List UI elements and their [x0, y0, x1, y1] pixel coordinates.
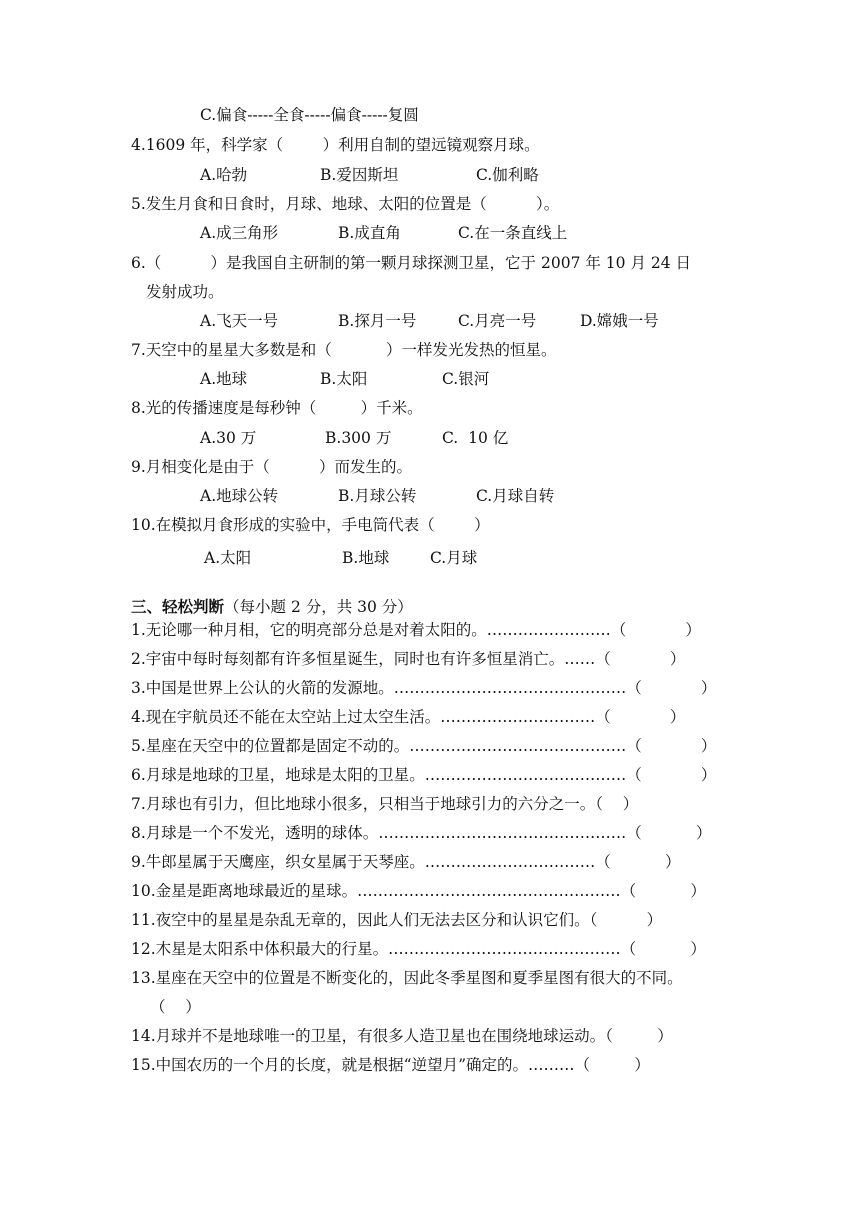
q6-option-d: D.嫦娥一号: [580, 312, 659, 330]
q8-option-c: C. 10 亿: [442, 429, 509, 447]
judge-item-3: 3.中国是世界上公认的火箭的发源地。………………………………………（ ）: [131, 679, 717, 697]
judge-item-13: 13.星座在天空中的位置是不断变化的，因此冬季星图和夏季星图有很大的不同。: [131, 969, 683, 987]
q4-option-c: C.伽利略: [476, 166, 539, 184]
q9-option-b: B.月球公转: [338, 487, 417, 505]
q3-option-c: C.偏食-----全食-----偏食-----复圆: [200, 106, 419, 124]
q7-stem: 7.天空中的星星大多数是和（ ）一样发光发热的恒星。: [131, 341, 557, 359]
q9-option-a: A.地球公转: [200, 487, 279, 505]
judge-item-11: 11.夜空中的星星是杂乱无章的，因此人们无法去区分和认识它们。（ ）: [131, 911, 663, 929]
q9-stem: 9.月相变化是由于（ ）而发生的。: [131, 458, 413, 476]
judge-item-14: 14.月球并不是地球唯一的卫星，有很多人造卫星也在围绕地球运动。（ ）: [131, 1027, 673, 1045]
q6-option-a: A.飞天一号: [200, 312, 279, 330]
judge-item-2: 2.宇宙中每时每刻都有许多恒星诞生，同时也有许多恒星消亡。……（ ）: [131, 650, 686, 668]
q4-stem: 4.1609 年，科学家（ ）利用自制的望远镜观察月球。: [131, 136, 540, 154]
section-judge-note: （每小题 2 分，共 30 分）: [224, 598, 413, 616]
q5-option-c: C.在一条直线上: [458, 224, 568, 242]
q4-option-a: A.哈勃: [200, 166, 248, 184]
q6-stem: 6.（ ）是我国自主研制的第一颗月球探测卫星，它于 2007 年 10 月 24 日: [131, 254, 692, 272]
q7-option-c: C.银河: [442, 370, 490, 388]
q7-option-a: A.地球: [200, 370, 248, 388]
judge-item-10: 10.金星是距离地球最近的星球。……………………………………………（ ）: [131, 882, 706, 900]
q8-option-b: B.300 万: [325, 429, 392, 447]
q8-option-a: A.30 万: [200, 429, 257, 447]
judge-item-12: 12.木星是太阳系中体积最大的行星。………………………………………（ ）: [131, 940, 706, 958]
q5-stem: 5.发生月食和日食时，月球、地球、太阳的位置是（ ）。: [131, 195, 560, 213]
judge-item-7: 7.月球也有引力，但比地球小很多，只相当于地球引力的六分之一。（ ）: [131, 795, 639, 813]
q10-stem: 10.在模拟月食形成的实验中，手电筒代表（ ）: [131, 516, 490, 534]
judge-item-1: 1.无论哪一种月相，它的明亮部分总是对着太阳的。……………………（ ）: [131, 621, 701, 639]
section-judge-heading: [131, 596, 413, 618]
q7-option-b: B.太阳: [320, 370, 368, 388]
judge-item-4: 4.现在宇航员还不能在太空站上过太空生活。…………………………（ ）: [131, 708, 686, 726]
q10-option-c: C.月球: [430, 549, 478, 567]
judge-item-15: 15.中国农历的一个月的长度，就是根据“逆望月”确定的。………（ ）: [131, 1056, 650, 1074]
judge-item-5: 5.星座在天空中的位置都是固定不动的。……………………………………（ ）: [131, 737, 717, 755]
section-judge-title: 三、轻松判断: [131, 597, 225, 616]
judge-item-13-bracket: （ ）: [150, 998, 201, 1016]
q6-option-c: C.月亮一号: [458, 312, 537, 330]
q6-option-b: B.探月一号: [338, 312, 417, 330]
q10-option-b: B.地球: [342, 549, 390, 567]
q4-option-b: B.爱因斯坦: [320, 166, 399, 184]
judge-item-9: 9.牛郎星属于天鹰座，织女星属于天琴座。……………………………（ ）: [131, 853, 681, 871]
q9-option-c: C.月球自转: [476, 487, 555, 505]
q5-option-a: A.成三角形: [200, 224, 279, 242]
q8-stem: 8.光的传播速度是每秒钟（ ）千米。: [131, 399, 423, 417]
q5-option-b: B.成直角: [338, 224, 401, 242]
q10-option-a: A.太阳: [204, 549, 252, 567]
judge-item-6: 6.月球是地球的卫星，地球是太阳的卫星。…………………………………（ ）: [131, 766, 717, 784]
q6-stem-continued: 发射成功。: [146, 283, 224, 301]
judge-item-8: 8.月球是一个不发光，透明的球体。…………………………………………（ ）: [131, 824, 712, 842]
